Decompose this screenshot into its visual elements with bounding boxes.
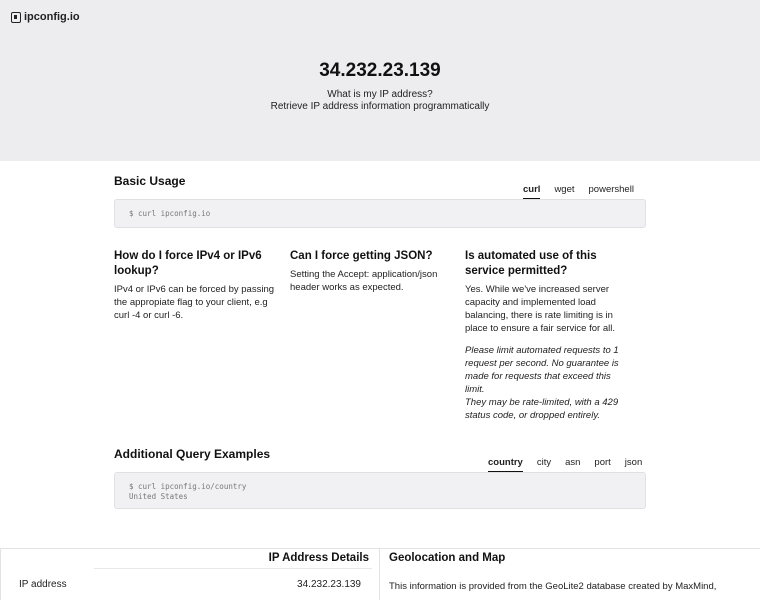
geolocation-panel — [380, 548, 760, 600]
faq-title: How do I force IPv4 or IPv6 lookup? — [114, 250, 262, 277]
site-logo[interactable] — [11, 11, 80, 23]
tab-port[interactable]: port — [594, 457, 611, 468]
basic-usage-code[interactable] — [114, 199, 646, 228]
faq-body: IPv4 or IPv6 can be forced by passing the appropiate flag to your client, e.g curl -4 or curl -6. — [114, 284, 275, 321]
ip-address-title: 34.232.23.139 — [319, 60, 441, 81]
tab-wget[interactable]: wget — [554, 184, 575, 195]
code-line: $ curl ipconfig.io/country — [129, 482, 247, 491]
tab-country[interactable]: country — [488, 457, 523, 473]
code-line: $ curl ipconfig.io — [129, 209, 211, 218]
faq-title: Is automated use of this service permitted? — [465, 250, 597, 277]
code-output: United States — [129, 492, 188, 501]
hero-description: Retrieve IP address information programmatically — [270, 101, 490, 112]
tab-powershell[interactable]: powershell — [588, 184, 634, 195]
tab-asn[interactable]: asn — [565, 457, 581, 468]
faq-note-rate: They may be rate-limited, with a 429 status code, or dropped entirely. — [465, 397, 619, 421]
faq-automated-use — [465, 249, 631, 422]
ip-details-label: IP address — [19, 579, 67, 590]
hero-banner — [0, 0, 760, 161]
logo-icon — [11, 12, 21, 23]
geolocation-title: Geolocation and Map — [389, 552, 506, 564]
logo-text: ipconfig.io — [24, 11, 80, 23]
basic-usage-tabs — [509, 184, 634, 200]
ip-details-panel — [0, 548, 380, 600]
additional-code[interactable] — [114, 472, 646, 509]
faq-body: Yes. While we've increased server capacity and implemented load balancing, there is rate limiting is in place to ensure a fair service for all. — [465, 284, 615, 334]
hero-subtitle: What is my IP address? — [327, 89, 433, 100]
tab-curl[interactable]: curl — [523, 184, 540, 200]
faq-body: Setting the Accept: application/json header works as expected. — [290, 269, 438, 293]
faq-note-limit: Please limit automated requests to 1 request per second. No guarantee is made for requests that exceed this limit. — [465, 345, 619, 395]
faq-note — [465, 344, 631, 422]
ip-details-value: 34.232.23.139 — [297, 579, 361, 590]
geolocation-text: This information is provided from the GeoLite2 database created by MaxMind, — [389, 581, 717, 592]
tab-json[interactable]: json — [624, 457, 643, 468]
additional-examples-title: Additional Query Examples — [114, 447, 271, 461]
ip-details-title: IP Address Details — [268, 552, 369, 564]
faq-json — [290, 249, 450, 294]
basic-usage-title: Basic Usage — [114, 174, 186, 188]
faq-title: Can I force getting JSON? — [290, 250, 433, 262]
faq-ipv4-ipv6 — [114, 249, 274, 322]
details-section — [0, 548, 760, 600]
tab-city[interactable]: city — [536, 457, 552, 468]
additional-tabs — [474, 457, 642, 473]
